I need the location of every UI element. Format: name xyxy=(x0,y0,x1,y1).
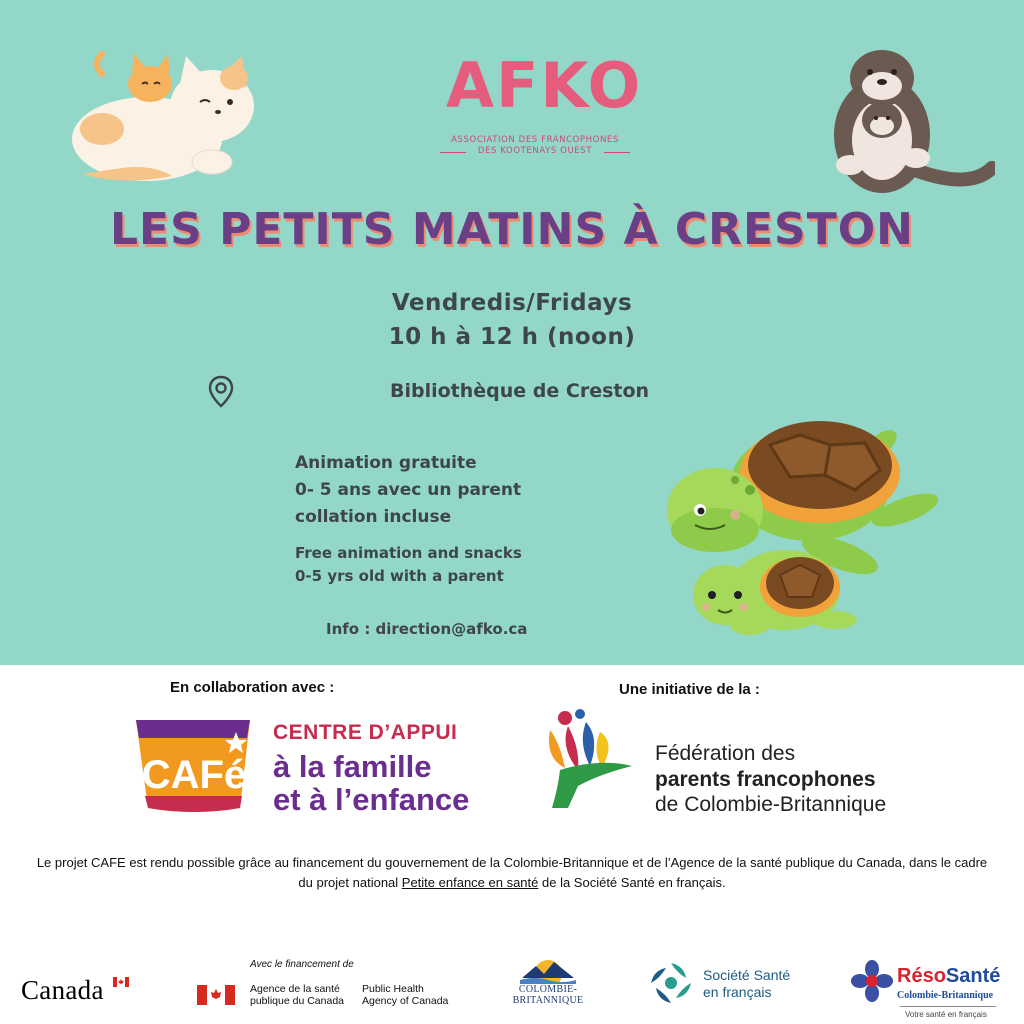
otters-illustration xyxy=(820,40,995,210)
afko-logo-line1: ASSOCIATION DES FRANCOPHONES xyxy=(451,135,619,145)
phac-fr-line2: publique du Canada xyxy=(250,995,344,1007)
cafe-line2: et à l’enfance xyxy=(273,782,470,817)
afko-logo-line2: DES KOOTENAYS OUEST xyxy=(477,146,593,156)
bc-line2: BRITANNIQUE xyxy=(512,995,584,1006)
sante-word: Santé xyxy=(945,965,1001,987)
schedule-time: 10 h à 12 h (noon) xyxy=(388,324,636,350)
cats-illustration xyxy=(62,44,262,189)
phac-fr-line1: Agence de la santé xyxy=(250,983,340,995)
phac-en-line2: Agency of Canada xyxy=(362,995,449,1007)
phac-en-line1: Public Health xyxy=(362,983,424,995)
cafe-cup-text: CAFé xyxy=(141,753,247,797)
detail-fr-2: 0- 5 ans avec un parent xyxy=(295,480,522,500)
federation-emblem-icon xyxy=(540,708,635,813)
petite-enfance-link[interactable]: Petite enfance en santé xyxy=(401,875,539,890)
ssf-line2: en français xyxy=(703,984,772,1000)
location-pin-icon xyxy=(207,375,235,409)
afko-logo-word: AFKO xyxy=(446,49,643,122)
ssf-line1: Société Santé xyxy=(703,967,791,983)
afko-divider-right xyxy=(604,152,630,153)
reso-sante-flower-icon xyxy=(851,960,893,1002)
schedule-days: Vendredis/Fridays xyxy=(391,290,633,316)
reso-divider xyxy=(900,1006,996,1007)
bc-line1: COLOMBIE- xyxy=(518,984,578,995)
reso-sante-tagline: Votre santé en français xyxy=(905,1010,987,1019)
detail-en-1: Free animation and snacks xyxy=(295,544,522,562)
federation-line2: parents francophones xyxy=(655,768,876,791)
initiative-label: Une initiative de la : xyxy=(619,681,760,698)
credit-text-start: Le projet CAFE est rendu possible grâce au financement du gouvernement de la Colombie-Britannique et de l’Agence de la santé publique du Canada, dans le cadre du projet national xyxy=(36,855,988,890)
reso-sante-wordmark xyxy=(897,965,1000,988)
detail-fr-1: Animation gratuite xyxy=(295,453,477,473)
detail-en-2: 0-5 yrs old with a parent xyxy=(295,567,504,585)
cafe-line1: à la famille xyxy=(273,749,432,784)
detail-fr-3: collation incluse xyxy=(295,507,452,527)
location-name: Bibliothèque de Creston xyxy=(390,380,650,402)
cafe-title: CENTRE D’APPUI xyxy=(273,721,458,744)
cafe-cup-icon xyxy=(132,712,257,817)
canada-flag-small-icon xyxy=(113,977,129,987)
funding-credit xyxy=(30,853,994,893)
canada-wordmark: Canada xyxy=(21,975,104,1005)
federation-line3: de Colombie-Britannique xyxy=(655,793,887,816)
societe-sante-wordmark xyxy=(703,967,790,1001)
societe-sante-icon xyxy=(646,958,696,1008)
canada-flag-icon xyxy=(197,985,235,1005)
reso-sante-sub: Colombie-Britannique xyxy=(897,990,994,1001)
collaboration-label: En collaboration avec : xyxy=(170,679,335,696)
bc-wordmark xyxy=(500,984,596,1006)
contact-info: Info : direction@afko.ca xyxy=(326,620,528,638)
phac-en xyxy=(362,983,448,1007)
event-title: LES PETITS MATINS À CRESTON xyxy=(110,204,914,255)
bc-sun-icon xyxy=(520,952,576,984)
credit-text-end: de la Société Santé en français. xyxy=(538,875,726,890)
reso-word: Réso xyxy=(897,965,946,987)
turtles-illustration xyxy=(640,415,940,655)
federation-line1: Fédération des xyxy=(655,742,796,765)
phac-fr xyxy=(250,983,344,1007)
funding-note: Avec le financement de xyxy=(250,959,354,970)
